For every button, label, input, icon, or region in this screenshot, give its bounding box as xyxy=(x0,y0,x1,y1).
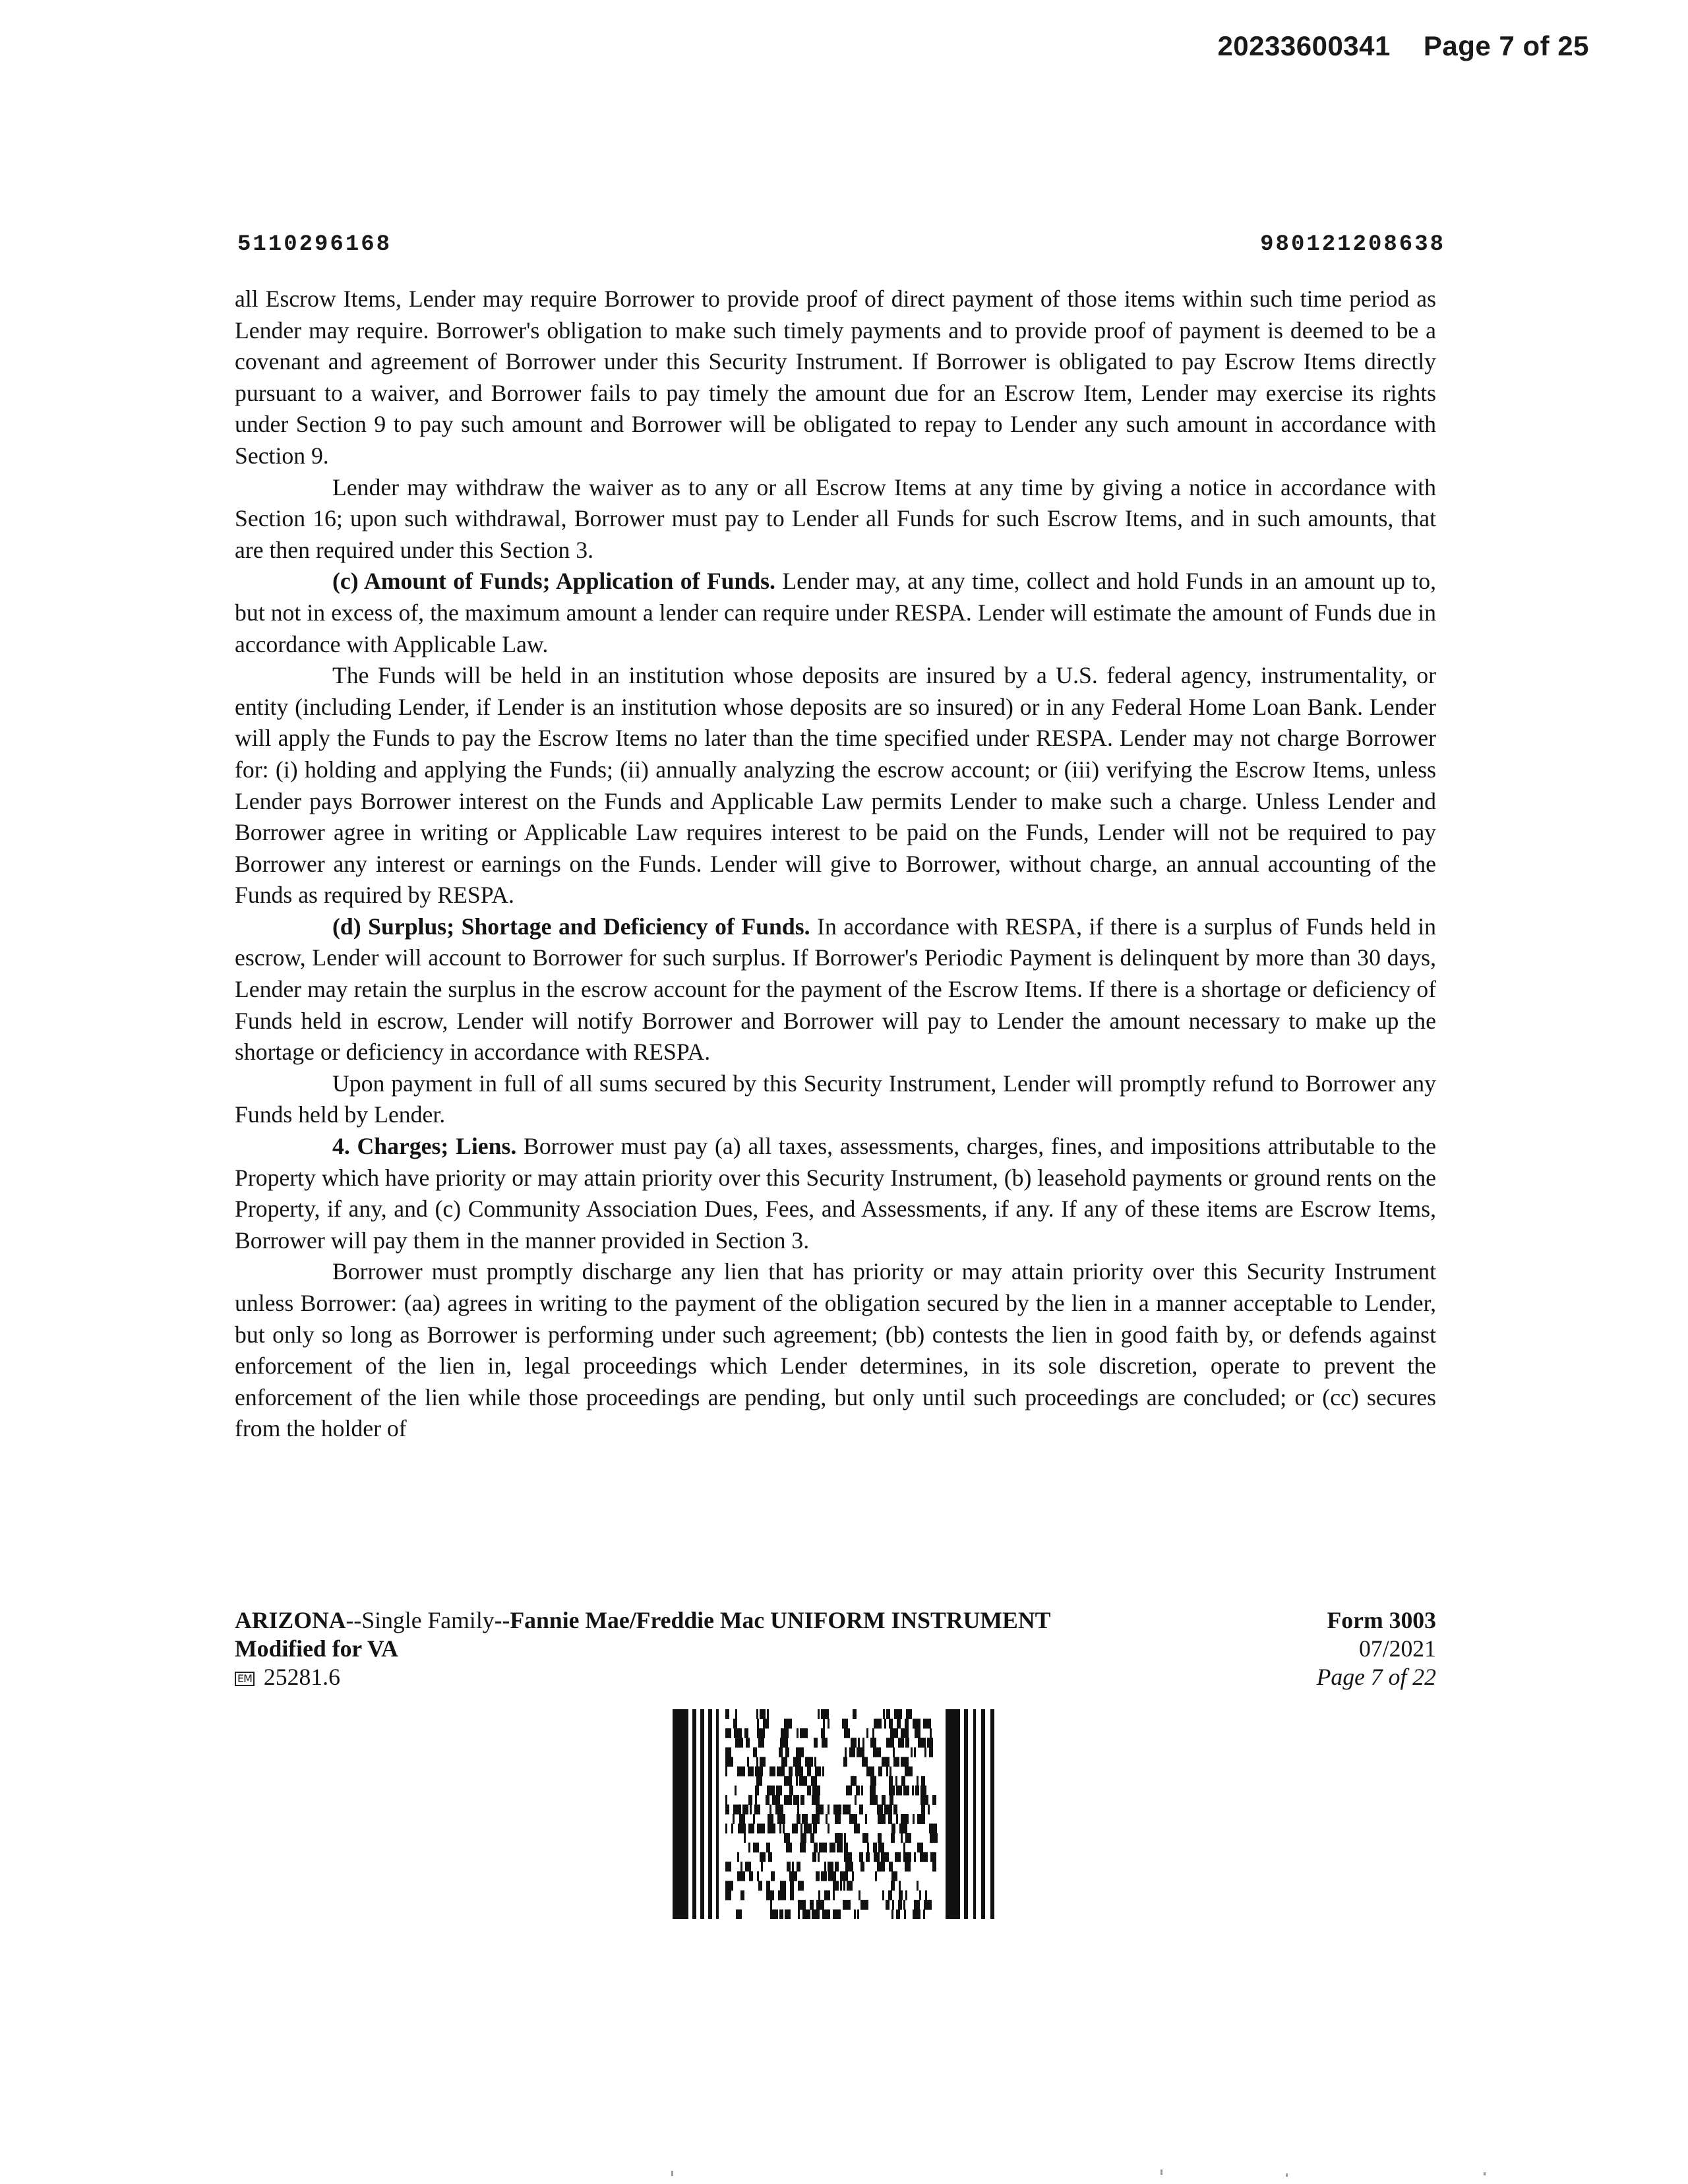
section-heading-amount-of-funds: (c) Amount of Funds; Application of Funds. xyxy=(332,568,775,595)
loan-number-right: 980121208638 xyxy=(1260,232,1445,257)
paragraph-surplus-shortage xyxy=(235,911,1436,1068)
barcode-icon xyxy=(673,1709,997,1919)
footer-form-code-line xyxy=(235,1663,1224,1691)
footer-left xyxy=(235,1606,1224,1691)
scan-speck xyxy=(1160,2169,1162,2175)
footer-state: ARIZONA xyxy=(235,1607,346,1633)
footer-page-of: Page 7 of 22 xyxy=(1316,1664,1436,1690)
recording-number: 20233600341 xyxy=(1217,30,1391,61)
section-text-amount-of-funds: Lender may, at any time, collect and hold Funds in an amount up to, but not in excess of, the maximum amount a lender can require under RESPA. Lender will estimate the amount of Funds due in accordance with Applicable Law. xyxy=(235,568,1436,657)
loan-number-left: 5110296168 xyxy=(237,232,392,257)
scan-speck xyxy=(671,2171,673,2176)
paragraph-funds-held: The Funds will be held in an institution whose deposits are insured by a U.S. federal agency, instrumentality, or entity (including Lender, if Lender is an institution whose deposits are so insured) or in any Federal Home Loan Bank. Lender will apply the Funds to pay the Escrow Items no later than the time specified under RESPA. Lender may not charge Borrower for: (i) holding and applying the Funds; (ii) annually analyzing the escrow account; or (iii) verifying the Escrow Items, unless Lender pays Borrower interest on the Funds and Applicable Law permits Lender to make such a charge. Unless Lender and Borrower agree in writing or Applicable Law requires interest to be paid on the Funds, Lender will not be required to pay Borrower any interest or earnings on the Funds. Lender will give to Borrower, without charge, an annual accounting of the Funds as required by RESPA. xyxy=(235,662,1436,909)
footer-instrument: Fannie Mae/Freddie Mac UNIFORM INSTRUMENT xyxy=(510,1607,1051,1633)
recording-page-label: Page 7 of 25 xyxy=(1423,30,1589,61)
paragraph-escrow-proof: all Escrow Items, Lender may require Borrower to provide proof of direct payment of those items within such time period as Lender may require. Borrower's obligation to make such timely payments and to provide proof of payment is deemed to be a covenant and agreement of Borrower under this Security Instrument. If Borrower is obligated to pay Escrow Items directly pursuant to a waiver, and Borrower fails to pay timely the amount due for an Escrow Item, Lender may exercise its rights under Section 9 to pay such amount and Borrower will be obligated to repay to Lender any such amount in accordance with Section 9. xyxy=(235,286,1436,469)
paragraph-amount-of-funds xyxy=(235,566,1436,660)
paragraph-charges-liens xyxy=(235,1131,1436,1256)
footer-instrument-line: ARIZONA--Single Family--Fannie Mae/Freddie Mac UNIFORM INSTRUMENT xyxy=(235,1607,1051,1633)
ellie-mae-logo-icon: EM xyxy=(235,1672,255,1686)
footer-form-number: Form 3003 xyxy=(1327,1607,1436,1633)
paragraph-waiver-withdrawal: Lender may withdraw the waiver as to any or all Escrow Items at any time by giving a notice in accordance with Section 16; upon such withdrawal, Borrower must pay to Lender all Funds for such Escrow Items, and in such amounts, that are then required under this Section 3. xyxy=(235,473,1436,563)
section-text-charges-liens: Borrower must pay (a) all taxes, assessments, charges, fines, and impositions attributable to the Property which have priority or may attain priority over this Security Instrument, (b) leasehold payments or ground rents on the Property, if any, and (c) Community Association Dues, Fees, and Assessments, if any. If any of these items are Escrow Items, Borrower will pay them in the manner provided in Section 3. xyxy=(235,1133,1436,1254)
paragraph-refund: Upon payment in full of all sums secured by this Security Instrument, Lender will promptly refund to Borrower any Funds held by Lender. xyxy=(235,1070,1436,1128)
scan-speck xyxy=(1286,2173,1288,2177)
document-body xyxy=(235,284,1436,1445)
footer-family: Single Family xyxy=(361,1607,495,1633)
pdf417-barcode xyxy=(673,1709,997,1919)
footer-right xyxy=(1317,1606,1436,1691)
section-text-surplus: In accordance with RESPA, if there is a surplus of Funds held in escrow, Lender will account to Borrower for such surplus. If Borrower's Periodic Payment is delinquent by more than 30 days, Lender may retain the surplus in the escrow account for the payment of the Escrow Items. If there is a shortage or deficiency of Funds held in escrow, Lender will notify Borrower and Borrower will pay to Lender the amount necessary to make up the shortage or deficiency in accordance with RESPA. xyxy=(235,913,1436,1066)
footer-form-code: 25281.6 xyxy=(263,1664,340,1690)
scan-speck xyxy=(1484,2172,1486,2175)
recording-stamp xyxy=(1217,30,1589,62)
footer-form-date: 07/2021 xyxy=(1359,1635,1436,1662)
section-heading-surplus: (d) Surplus; Shortage and Deficiency of Funds. xyxy=(332,913,810,940)
paragraph-discharge-lien: Borrower must promptly discharge any lien that has priority or may attain priority over this Security Instrument unless Borrower: (aa) agrees in writing to the payment of the obligation secured by the lien in a manner acceptable to Lender, but only so long as Borrower is performing under such agreement; (bb) contests the lien in good faith by, or defends against enforcement of the lien in, legal proceedings which Lender determines, in its sole discretion, operate to prevent the enforcement of the lien while those proceedings are pending, but only until such proceedings are concluded; or (cc) secures from the holder of xyxy=(235,1258,1436,1442)
footer-modified: Modified for VA xyxy=(235,1635,398,1662)
section-heading-charges-liens: 4. Charges; Liens. xyxy=(332,1133,517,1160)
